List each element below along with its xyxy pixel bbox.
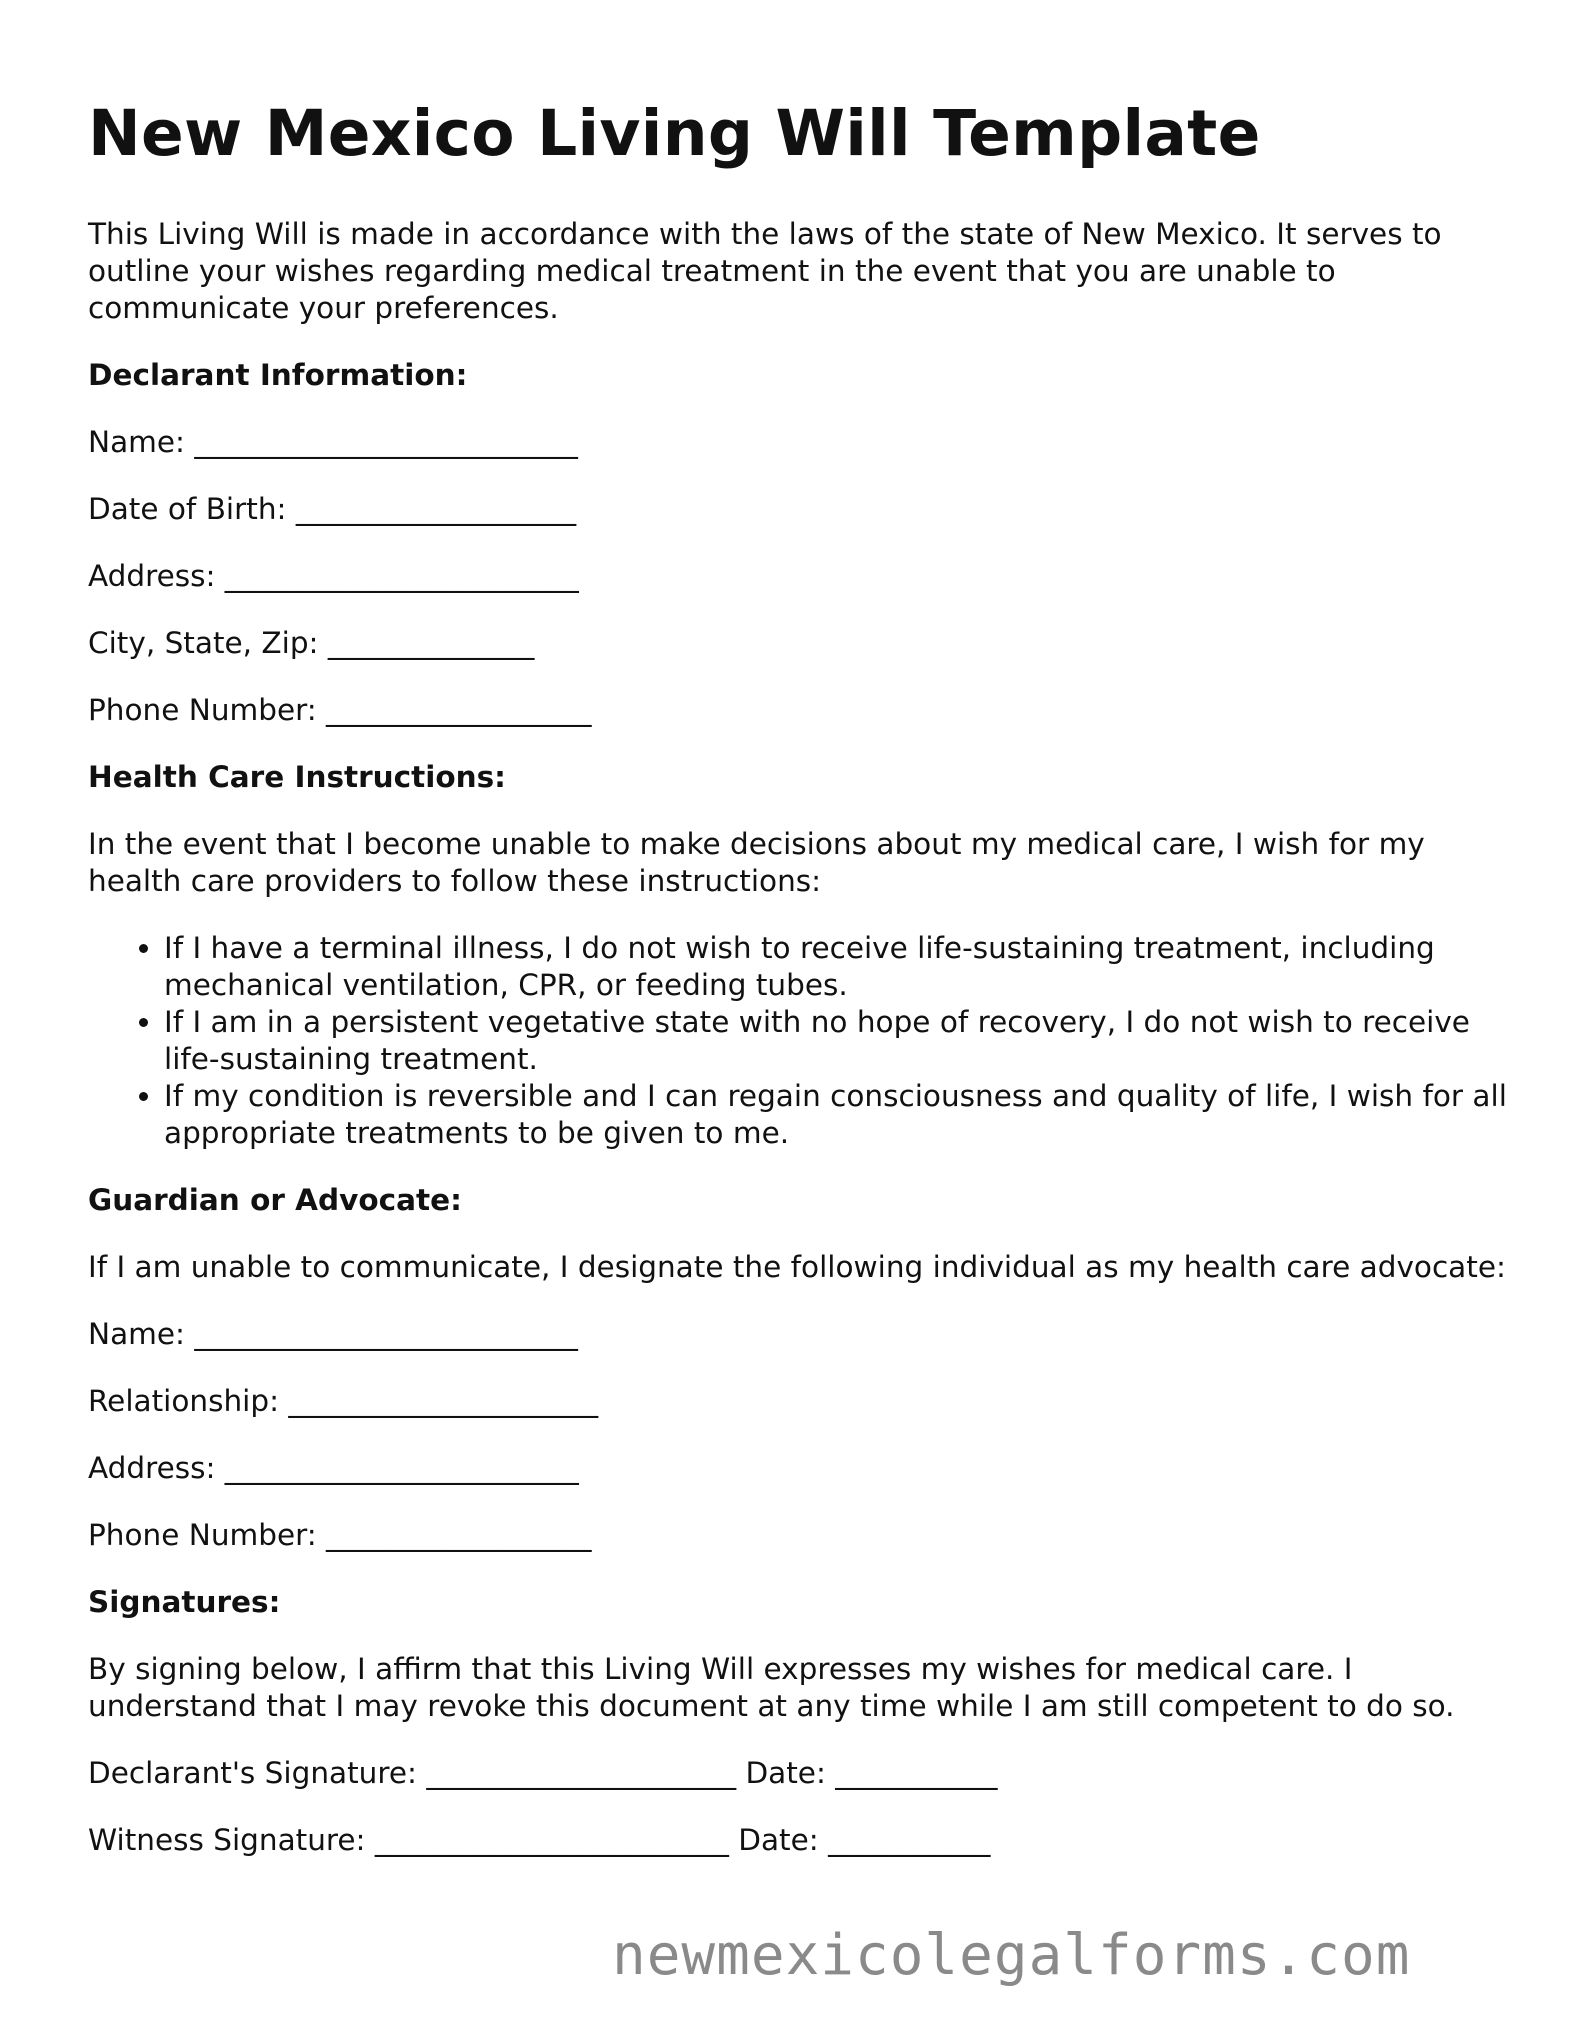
watermark: newmexicolegalforms.com xyxy=(612,1923,1411,1988)
document-title: New Mexico Living Will Template xyxy=(88,97,1261,170)
declarant-name-field[interactable]: Name: __________________________ xyxy=(88,425,578,459)
health-care-instructions-list xyxy=(88,930,1508,1152)
declarant-address-field[interactable]: Address: ________________________ xyxy=(88,559,579,593)
signatures-intro: By signing below, I affirm that this Living Will expresses my wishes for medical care. I understand that I may revoke this document at any time while I am still competent to do so. xyxy=(88,1652,1455,1723)
guardian-name-field[interactable]: Name: __________________________ xyxy=(88,1317,578,1351)
signatures-section-heading: Signatures: xyxy=(88,1585,281,1619)
instruction-item: • If my condition is reversible and I can regain consciousness and quality of life, I wish for all appropriate treatments to be given to me. xyxy=(164,1078,1508,1152)
guardian-intro: If I am unable to communicate, I designate the following individual as my health care advocate: xyxy=(88,1250,1506,1284)
declarant-city-state-zip-field[interactable]: City, State, Zip: ______________ xyxy=(88,626,535,660)
declarant-signature-line[interactable]: Declarant's Signature: _____________________ Date: ___________ xyxy=(88,1756,998,1790)
declarant-section-heading: Declarant Information: xyxy=(88,358,468,392)
health-care-section-heading: Health Care Instructions: xyxy=(88,760,506,794)
instruction-item: • If I have a terminal illness, I do not wish to receive life-sustaining treatment, including mechanical ventilation, CPR, or feeding tubes. xyxy=(164,930,1508,1004)
witness-signature-line[interactable]: Witness Signature: ________________________ Date: ___________ xyxy=(88,1823,991,1857)
guardian-address-field[interactable]: Address: ________________________ xyxy=(88,1451,579,1485)
declarant-phone-field[interactable]: Phone Number: __________________ xyxy=(88,693,592,727)
guardian-phone-field[interactable]: Phone Number: __________________ xyxy=(88,1518,592,1552)
guardian-relationship-field[interactable]: Relationship: _____________________ xyxy=(88,1384,599,1418)
health-care-intro: In the event that I become unable to make decisions about my medical care, I wish for my health care providers to follow these instructions: xyxy=(88,827,1425,898)
document-page xyxy=(88,96,1508,1889)
intro-paragraph: This Living Will is made in accordance with the laws of the state of New Mexico. It serves to outline your wishes regarding medical treatment in the event that you are unable to communicate your preferences. xyxy=(88,217,1442,325)
instruction-item: • If I am in a persistent vegetative state with no hope of recovery, I do not wish to receive life-sustaining treatment. xyxy=(164,1004,1508,1078)
declarant-dob-field[interactable]: Date of Birth: ___________________ xyxy=(88,492,577,526)
guardian-section-heading: Guardian or Advocate: xyxy=(88,1183,462,1217)
